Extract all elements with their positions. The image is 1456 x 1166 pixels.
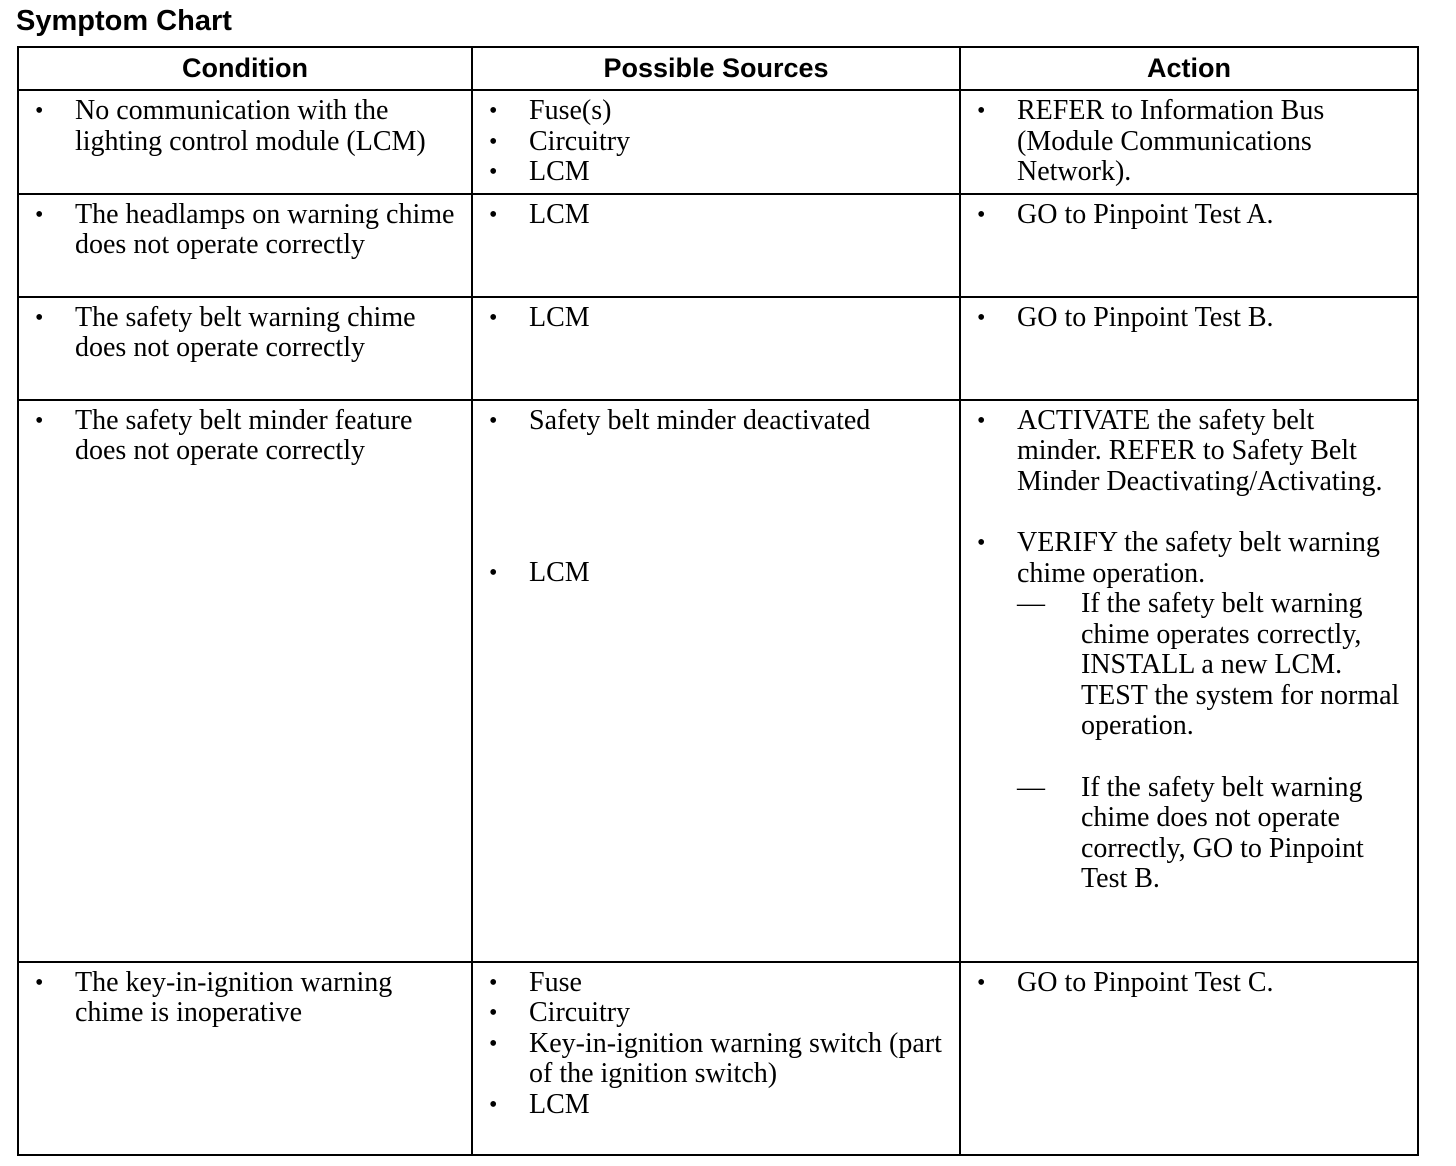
action-cell — [960, 400, 1418, 962]
bullet-icon: • — [977, 407, 986, 434]
source-item: LCM — [529, 156, 590, 187]
action-cell — [960, 962, 1418, 1155]
condition-text: The safety belt minder feature does not operate correctly — [75, 404, 413, 466]
bullet-icon: • — [977, 530, 986, 556]
condition-cell — [18, 90, 472, 194]
action-cell — [960, 297, 1418, 400]
action-item: ACTIVATE the safety belt minder. REFER to Safety Belt Minder Deactivating/Activating. — [1017, 404, 1383, 497]
source-item: LCM — [529, 198, 590, 230]
bullet-icon: • — [35, 201, 44, 228]
condition-text: No communication with the lighting control module (LCM) — [75, 95, 426, 157]
table-row — [18, 962, 1418, 1155]
bullet-icon: • — [489, 98, 498, 124]
bullet-icon: • — [489, 159, 498, 185]
header-action: Action — [960, 47, 1418, 90]
condition-text: The key-in-ignition warning chime is inoperative — [75, 966, 393, 1028]
table-row — [18, 400, 1418, 962]
condition-text: The safety belt warning chime does not operate correctly — [75, 301, 416, 363]
page-title: Symptom Chart — [16, 5, 232, 37]
bullet-icon: • — [35, 969, 44, 996]
sub-action-item: If the safety belt warning chime does not operate correctly, GO to Pinpoint Test B. — [1081, 771, 1364, 894]
table-row — [18, 297, 1418, 400]
source-item: LCM — [529, 1088, 590, 1120]
sources-cell — [472, 194, 960, 297]
bullet-icon: • — [489, 1030, 498, 1057]
bullet-icon: • — [35, 407, 44, 434]
bullet-icon: • — [35, 98, 44, 124]
sources-cell — [472, 297, 960, 400]
bullet-icon: • — [977, 201, 986, 228]
action-cell — [960, 194, 1418, 297]
bullet-icon: • — [35, 304, 44, 331]
bullet-icon: • — [489, 1091, 498, 1118]
source-item: Key-in-ignition warning switch (part of the ignition switch) — [529, 1027, 942, 1089]
bullet-icon: • — [977, 969, 986, 996]
bullet-icon: • — [489, 128, 498, 155]
condition-cell — [18, 194, 472, 297]
condition-cell — [18, 400, 472, 962]
source-item: LCM — [529, 557, 590, 588]
action-item: GO to Pinpoint Test A. — [1017, 198, 1274, 230]
header-condition: Condition — [18, 47, 472, 90]
dash-icon: — — [1017, 588, 1045, 619]
bullet-icon: • — [489, 407, 498, 434]
bullet-icon: • — [489, 969, 498, 996]
header-possible-sources: Possible Sources — [472, 47, 960, 90]
bullet-icon: • — [977, 98, 986, 124]
action-cell — [960, 90, 1418, 194]
source-item: Safety belt minder deactivated — [529, 404, 871, 436]
bullet-icon: • — [489, 304, 498, 331]
condition-text: The headlamps on warning chime does not operate correctly — [75, 198, 455, 260]
sub-action-item: If the safety belt warning chime operates correctly, INSTALL a new LCM. TEST the system for normal operation. — [1081, 588, 1400, 741]
bullet-icon: • — [977, 304, 986, 331]
condition-cell — [18, 297, 472, 400]
symptom-chart-table — [17, 46, 1419, 1156]
bullet-icon: • — [489, 1000, 498, 1026]
source-item: Fuse — [529, 966, 582, 998]
table-row — [18, 194, 1418, 297]
source-item: LCM — [529, 301, 590, 333]
action-item: GO to Pinpoint Test C. — [1017, 966, 1274, 998]
source-item: Fuse(s) — [529, 95, 612, 126]
source-item: Circuitry — [529, 997, 631, 1028]
dash-icon: — — [1017, 771, 1045, 803]
action-item: GO to Pinpoint Test B. — [1017, 301, 1274, 333]
table-row — [18, 90, 1418, 194]
condition-cell — [18, 962, 472, 1155]
bullet-icon: • — [489, 201, 498, 228]
action-item: VERIFY the safety belt warning chime operation. — [1017, 527, 1380, 589]
sources-cell — [472, 400, 960, 962]
header-row — [18, 47, 1418, 90]
bullet-icon: • — [489, 560, 498, 586]
sources-cell — [472, 962, 960, 1155]
action-item: REFER to Information Bus (Module Communications Network). — [1017, 95, 1325, 187]
sources-cell — [472, 90, 960, 194]
source-item: Circuitry — [529, 125, 631, 157]
